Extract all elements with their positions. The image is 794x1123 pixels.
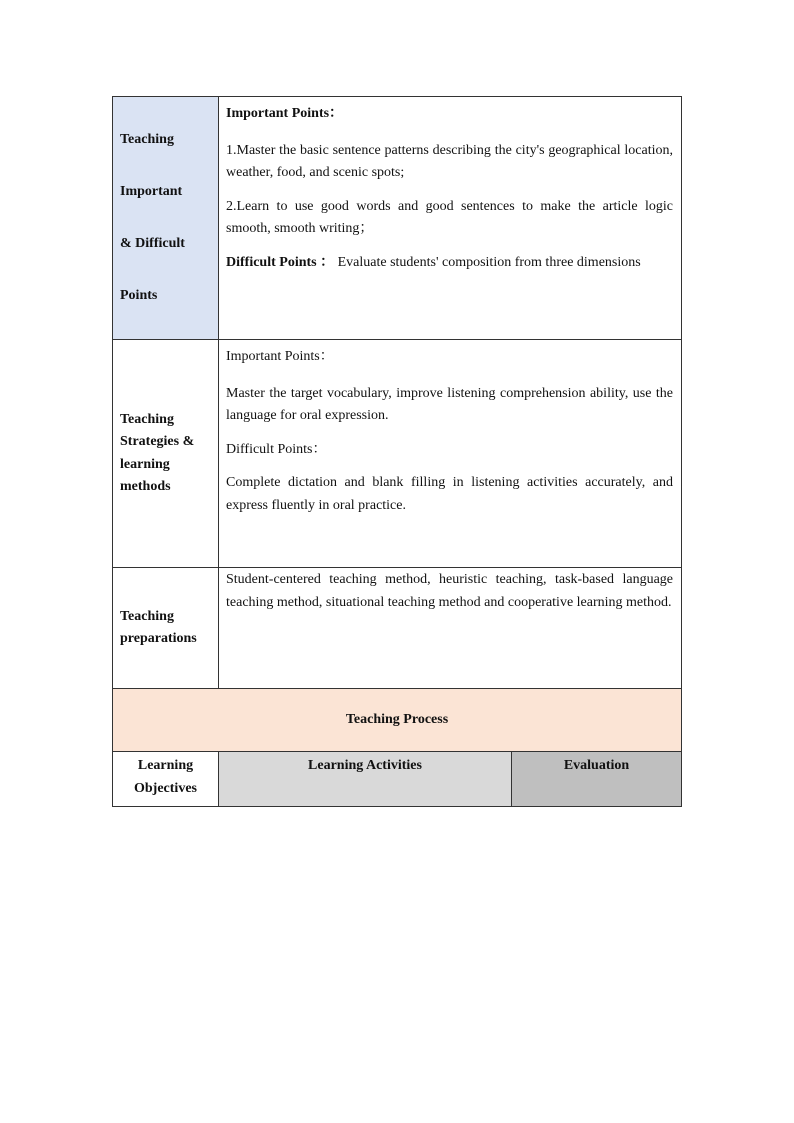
difficult-points-text: Evaluate students' composition from three dimensions [337,254,641,270]
important-points-heading: Important Points： [226,106,344,121]
label-teaching-preparations [113,568,219,689]
header-learning-objectives: Learning Objectives [113,752,219,807]
row-important-difficult [113,97,682,340]
row-strategies-methods [113,340,682,568]
difficult-points-paragraph [226,252,673,275]
strategies-difficult-text: Complete dictation and blank filling in listening activities accurately, and express fluently in oral practice. [226,475,673,513]
label-line: methods [120,479,171,494]
header-learning-activities: Learning Activities [219,752,512,807]
important-point-2: 2.Learn to use good words and good sentences to make the article logic smooth, smooth writing； [226,198,673,236]
content-important-difficult [219,97,682,340]
label-line: Teaching [120,132,174,147]
label-line: learning [120,456,170,472]
content-strategies [219,340,682,568]
strategies-important-text: Master the target vocabulary, improve listening comprehension ability, use the language for oral expression. [226,385,673,423]
row-preparations [113,568,682,689]
difficult-points-heading: Difficult Points ： [226,254,335,270]
teaching-process-title: Teaching Process [113,689,682,752]
label-line: & Difficult [120,236,185,251]
header-evaluation: Evaluation [512,752,682,807]
lesson-plan-table [112,96,682,807]
label-teaching-strategies [113,340,219,568]
row-teaching-process [113,689,682,752]
label-line: preparations [120,631,197,646]
strategies-difficult-heading: Difficult Points： [226,441,327,457]
label-line: Teaching [120,411,174,427]
label-line: Points [120,288,158,303]
strategies-important-heading: Important Points： [226,349,334,364]
row-column-headers [113,752,682,807]
label-line: Teaching [120,608,174,624]
preparations-text: Student-centered teaching method, heuristic teaching, task-based language teaching method, situational teaching method and cooperative learning method. [226,572,673,610]
content-preparations [219,568,682,689]
important-point-1: 1.Master the basic sentence patterns describing the city's geographical location, weather, food, and scenic spots; [226,142,673,180]
label-line: Strategies & [120,434,195,449]
label-line: Important [120,184,183,199]
label-teaching-important-difficult [113,97,219,340]
